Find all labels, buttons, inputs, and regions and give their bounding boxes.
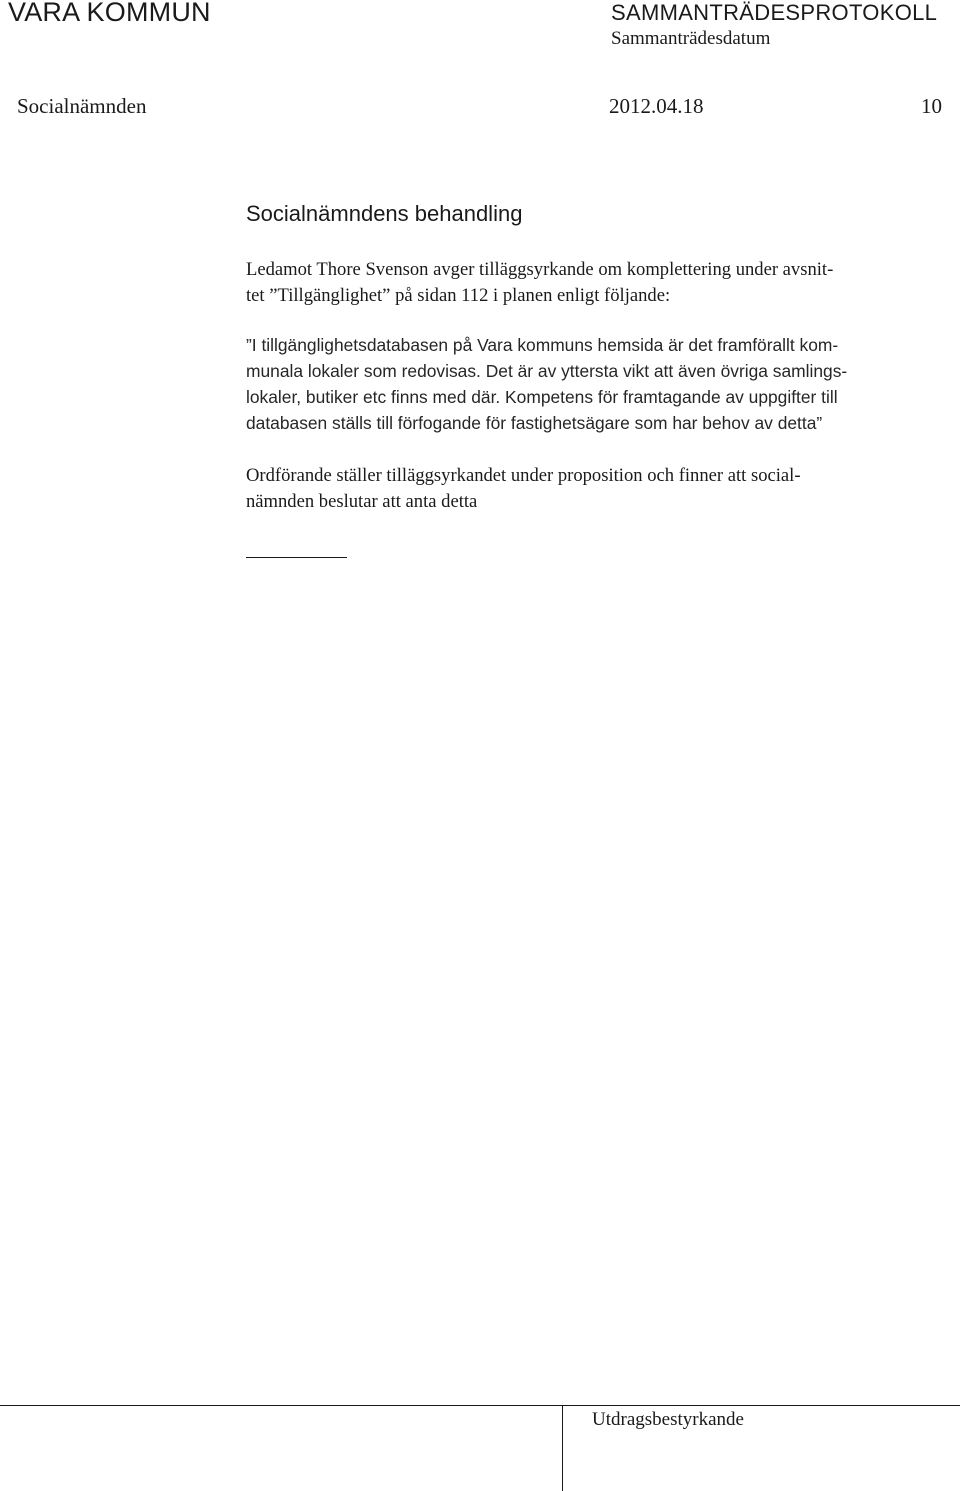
committee-name: Socialnämnden: [17, 94, 147, 118]
intro-paragraph: [246, 257, 946, 309]
date-label: Sammanträdesdatum: [611, 28, 771, 49]
footer-divider: [0, 1405, 960, 1406]
section-end-rule: [246, 557, 347, 558]
quote-line: lokaler, butiker etc finns med där. Kompetens för framtagande av uppgifter till: [246, 387, 838, 407]
quote-line: databasen ställs till förfogande för fastighetsägare som har behov av detta”: [246, 413, 823, 433]
footer-column-divider: [562, 1405, 563, 1491]
meeting-date: 2012.04.18: [609, 94, 704, 118]
intro-line: tet ”Tillgänglighet” på sidan 112 i planen enligt följande:: [246, 285, 671, 306]
outcome-paragraph: [246, 463, 946, 515]
organization-name: VARA KOMMUN: [8, 0, 211, 27]
outcome-line: nämnden beslutar att anta detta: [246, 491, 478, 512]
quote-line: ”I tillgänglighetsdatabasen på Vara kommuns hemsida är det framförallt kom-: [246, 335, 839, 355]
section-heading: Socialnämndens behandling: [246, 201, 523, 226]
quote-line: munala lokaler som redovisas. Det är av yttersta vikt att även övriga samlings-: [246, 361, 848, 381]
document-type: SAMMANTRÄDESPROTOKOLL: [611, 0, 938, 25]
certification-label: Utdragsbestyrkande: [592, 1409, 744, 1430]
outcome-line: Ordförande ställer tilläggsyrkandet under proposition och finner att social-: [246, 465, 801, 486]
page-number: 10: [921, 94, 942, 118]
protocol-section: [246, 200, 946, 515]
intro-line: Ledamot Thore Svenson avger tilläggsyrkande om komplettering under avsnit-: [246, 259, 834, 280]
quoted-motion: [246, 332, 946, 436]
